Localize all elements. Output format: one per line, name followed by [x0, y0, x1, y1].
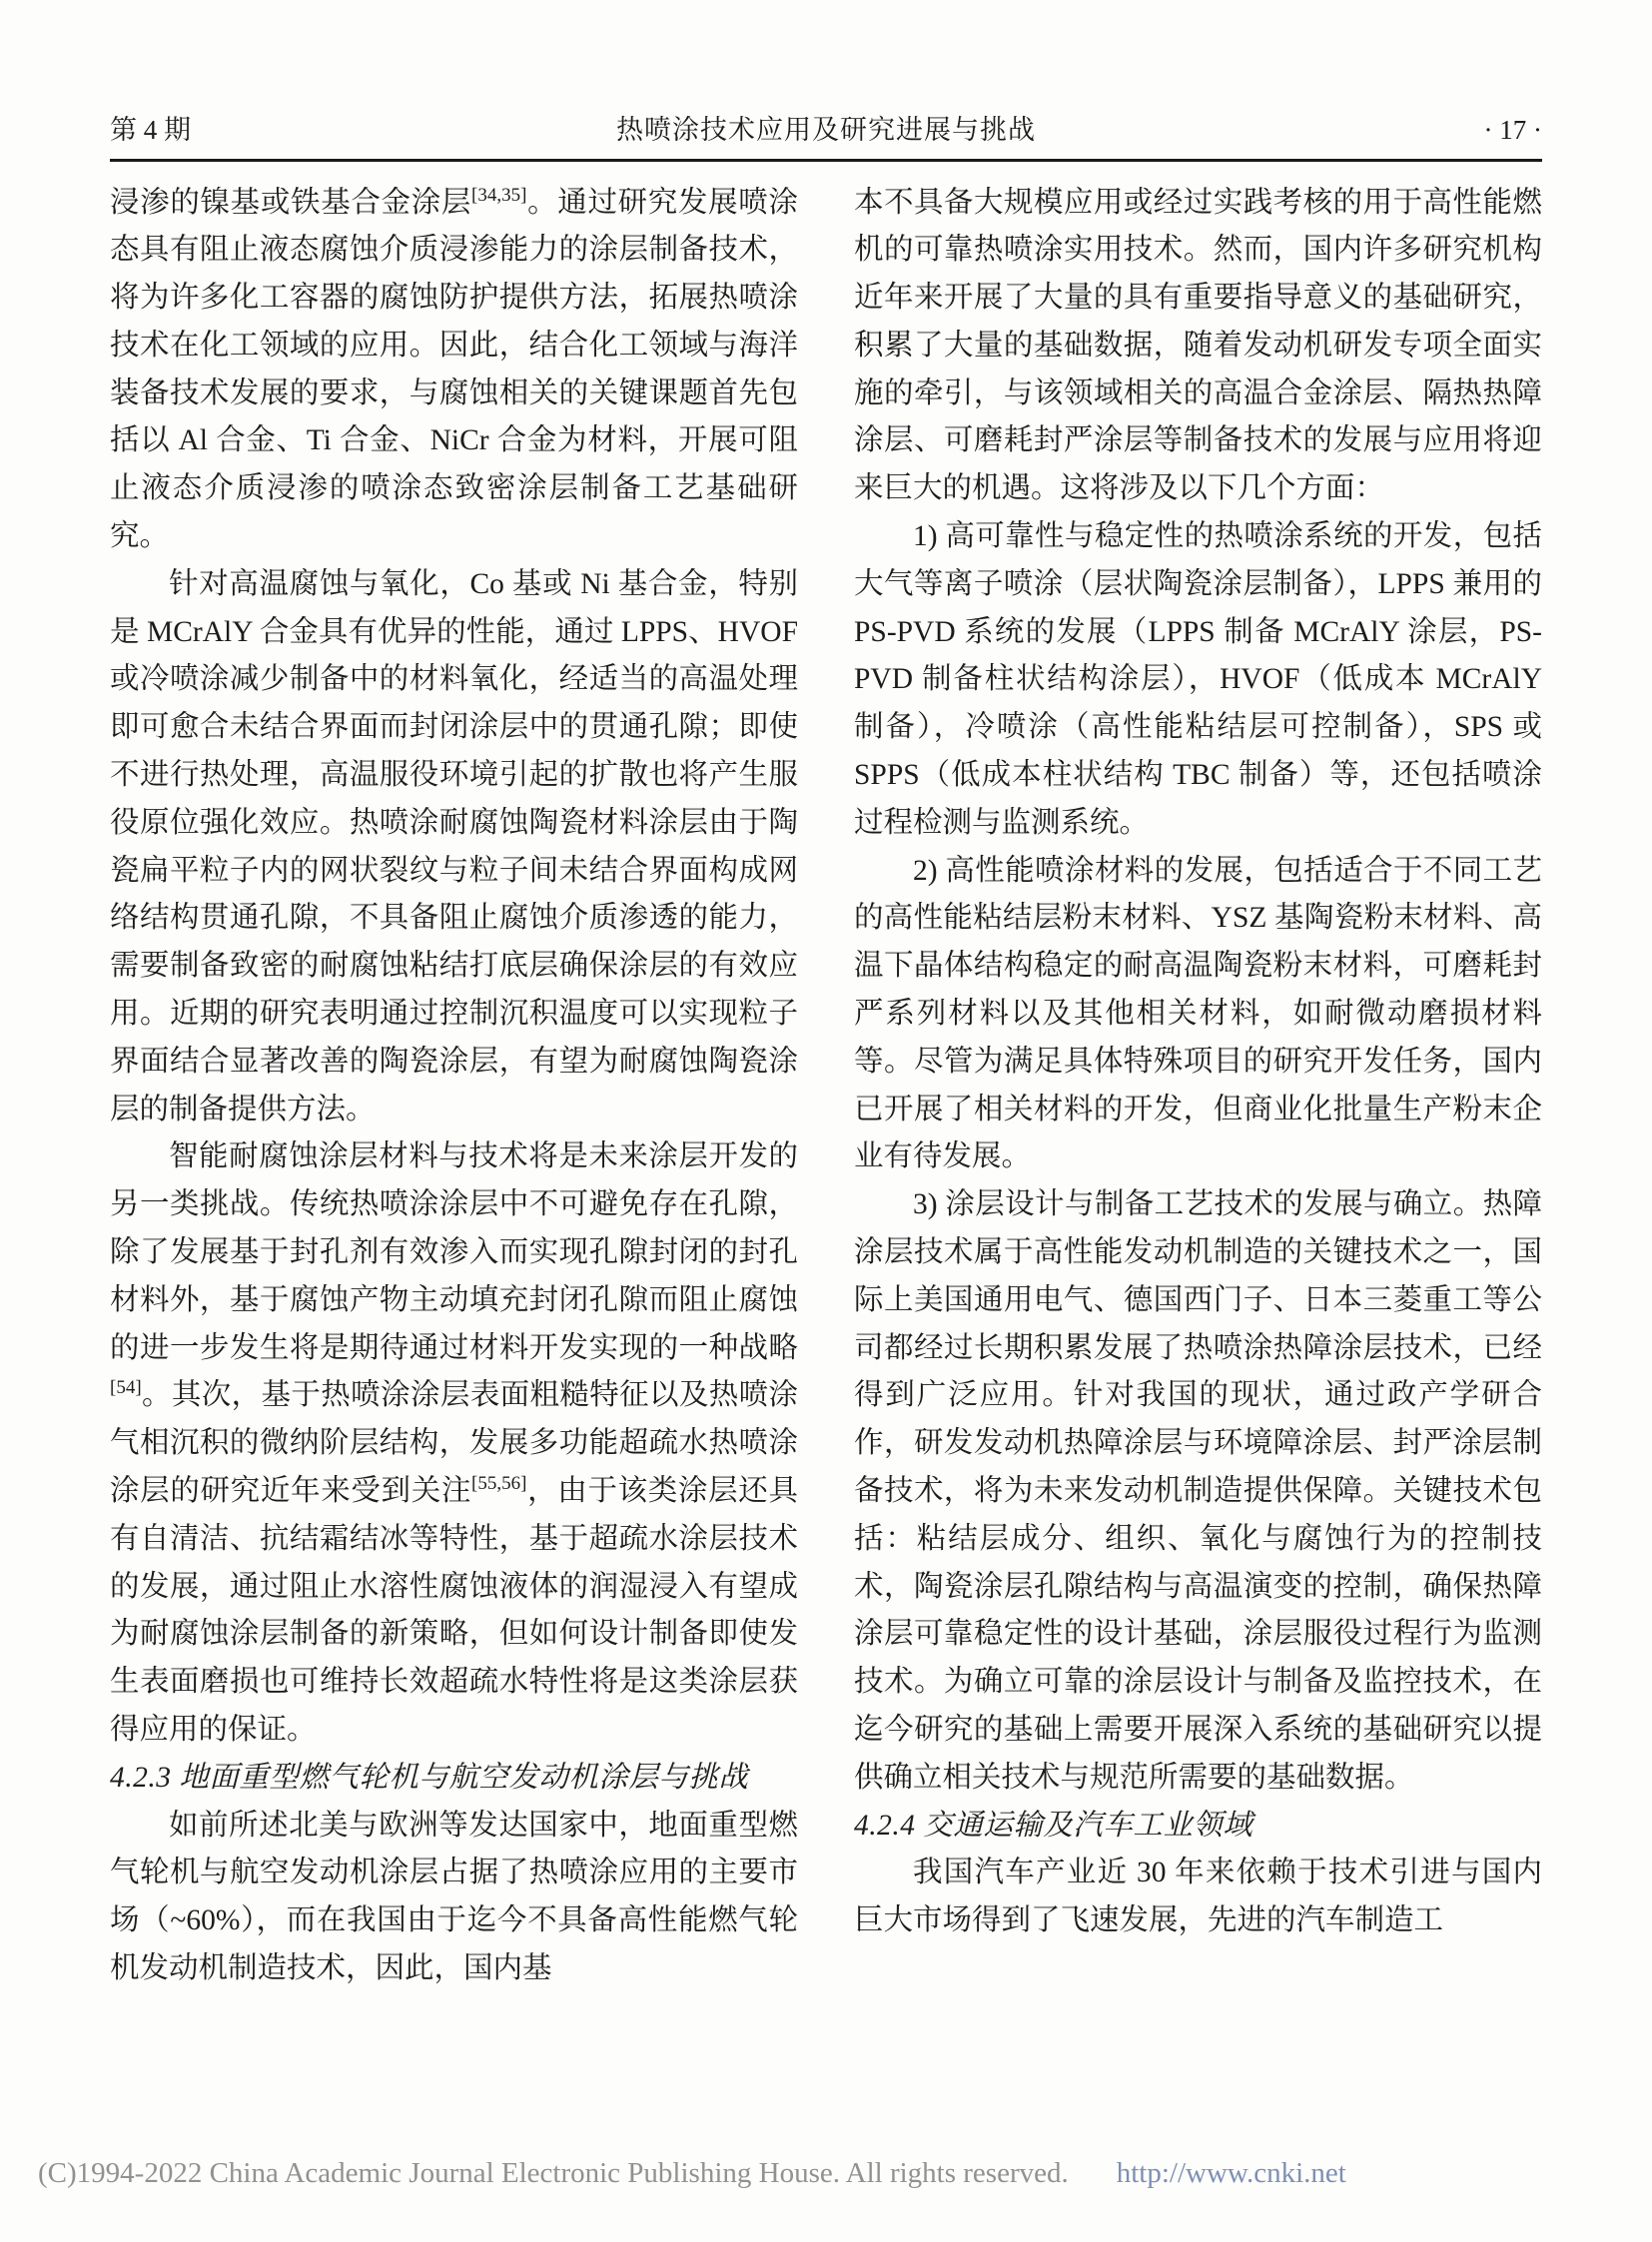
- paragraph-text: 1) 高可靠性与稳定性的热喷涂系统的开发，包括大气等离子喷涂（层状陶瓷涂层制备），LPPS 兼用的 PS-PVD 系统的发展（LPPS 制备 MCrAlY 涂层，PS-PVD 制备柱状结构涂层），HVOF（低成本 MCrAlY 制备），冷喷涂（高性能粘结层可控制备），SPS 或 SPPS（低成本柱状结构 TBC 制备）等，还包括喷涂过程检测与监测系统。: [854, 520, 1542, 839]
- page-footer: [38, 2157, 1592, 2190]
- paragraph-text: 4.2.3 地面重型燃气轮机与航空发动机涂层与挑战: [110, 1761, 749, 1794]
- issue-label: 第 4 期: [110, 115, 191, 145]
- paragraph: [110, 1803, 798, 1993]
- citation-ref: [55,56]: [471, 1473, 527, 1495]
- paragraph: [110, 180, 798, 561]
- section-heading: [854, 1803, 1542, 1851]
- paragraph-text: 3) 涂层设计与制备工艺技术的发展与确立。热障涂层技术属于高性能发动机制造的关键技术之一，国际上美国通用电气、德国西门子、日本三菱重工等公司都经过长期积累发展了热喷涂热障涂层技术，已经得到广泛应用。针对我国的现状，通过政产学研合作，研发发动机热障涂层与环境障涂层、封严涂层制备技术，将为未来发动机制造提供保障。关键技术包括：粘结层成分、组织、氧化与腐蚀行为的控制技术，陶瓷涂层孔隙结构与高温演变的控制，确保热障涂层可靠稳定性的设计基础，涂层服役过程行为监测技术。为确立可靠的涂层设计与制备及监控技术，在迄今研究的基础上需要开展深入系统的基础研究以提供确立相关技术与规范所需要的基础数据。: [854, 1188, 1542, 1794]
- paragraph-text: 。其次，基于热喷涂涂层表面粗糙特征以及热喷涂气相沉积的微纳阶层结构，发展多功能超疏水热喷涂涂层的研究近年来受到关注: [110, 1379, 798, 1508]
- citation-ref: [34,35]: [471, 184, 527, 206]
- paragraph: [110, 1133, 798, 1754]
- paragraph: [854, 180, 1542, 514]
- cnki-url-link[interactable]: http://www.cnki.net: [1116, 2157, 1346, 2189]
- paragraph: [854, 1181, 1542, 1802]
- paragraph: [854, 1850, 1542, 1945]
- right-column: [854, 180, 1542, 2107]
- paragraph-text: 针对高温腐蚀与氧化，Co 基或 Ni 基合金，特别是 MCrAlY 合金具有优异的性能，通过 LPPS、HVOF 或冷喷涂减少制备中的材料氧化，经适当的高温处理即可愈合未结合界面而封闭涂层中的贯通孔隙；即使不进行热处理，高温服役环境引起的扩散也将产生服役原位强化效应。热喷涂耐腐蚀陶瓷材料涂层由于陶瓷扁平粒子内的网状裂纹与粒子间未结合界面构成网络结构贯通孔隙，不具备阻止腐蚀介质渗透的能力，需要制备致密的耐腐蚀粘结打底层确保涂层的有效应用。近期的研究表明通过控制沉积温度可以实现粒子界面结合显著改善的陶瓷涂层，有望为耐腐蚀陶瓷涂层的制备提供方法。: [110, 567, 798, 1125]
- paragraph-text: ，由于该类涂层还具有自清洁、抗结霜结冰等特性，基于超疏水涂层技术的发展，通过阻止水溶性腐蚀液体的润湿浸入有望成为耐腐蚀涂层制备的新策略，但如何设计制备即使发生表面磨损也可维持长效超疏水特性将是这类涂层获得应用的保证。: [110, 1475, 798, 1746]
- page-number: · 17 ·: [1483, 115, 1542, 145]
- header-rule: [110, 159, 1542, 162]
- page-header: [110, 0, 1542, 147]
- paragraph: [854, 848, 1542, 1182]
- running-title: 热喷涂技术应用及研究进展与挑战: [616, 115, 1036, 145]
- paragraph-text: 本不具备大规模应用或经过实践考核的用于高性能燃机的可靠热喷涂实用技术。然而，国内许多研究机构近年来开展了大量的具有重要指导意义的基础研究，积累了大量的基础数据，随着发动机研发专项全面实施的牵引，与该领域相关的高温合金涂层、隔热热障涂层、可磨耗封严涂层等制备技术的发展与应用将迎来巨大的机遇。这将涉及以下几个方面：: [854, 186, 1542, 505]
- citation-ref: [54]: [110, 1377, 142, 1399]
- paragraph: [854, 513, 1542, 848]
- paragraph-text: 我国汽车产业近 30 年来依赖于技术引进与国内巨大市场得到了飞速发展，先进的汽车制造工: [854, 1857, 1542, 1937]
- section-heading: [110, 1755, 798, 1803]
- paragraph-text: 如前所述北美与欧洲等发达国家中，地面重型燃气轮机与航空发动机涂层占据了热喷涂应用的主要市场（~60%），而在我国由于迄今不具备高性能燃气轮机发动机制造技术，因此，国内基: [110, 1809, 798, 1984]
- left-column: [110, 180, 798, 2107]
- paragraph-text: 4.2.4 交通运输及汽车工业领域: [854, 1809, 1253, 1842]
- copyright-text: (C)1994-2022 China Academic Journal Electronic Publishing House. All rights reserved.: [38, 2157, 1069, 2189]
- paragraph-text: 智能耐腐蚀涂层材料与技术将是未来涂层开发的另一类挑战。传统热喷涂涂层中不可避免存在孔隙，除了发展基于封孔剂有效渗入而实现孔隙封闭的封孔材料外，基于腐蚀产物主动填充封闭孔隙而阻止腐蚀的进一步发生将是期待通过材料开发实现的一种战略: [110, 1140, 798, 1364]
- paragraph-text: 浸渗的镍基或铁基合金涂层: [110, 186, 472, 219]
- paragraph-text: 。通过研究发展喷涂态具有阻止液态腐蚀介质浸渗能力的涂层制备技术，将为许多化工容器的腐蚀防护提供方法，拓展热喷涂技术在化工领域的应用。因此，结合化工领域与海洋装备技术发展的要求，与腐蚀相关的关键课题首先包括以 Al 合金、Ti 合金、NiCr 合金为材料，开展可阻止液态介质浸渗的喷涂态致密涂层制备工艺基础研究。: [110, 186, 798, 553]
- paragraph: [110, 561, 798, 1134]
- article-body: [110, 180, 1542, 2107]
- paragraph-text: 2) 高性能喷涂材料的发展，包括适合于不同工艺的高性能粘结层粉末材料、YSZ 基陶瓷粉末材料、高温下晶体结构稳定的耐高温陶瓷粉末材料，可磨耗封严系列材料以及其他相关材料，如耐微动磨损材料等。尽管为满足具体特殊项目的研究开发任务，国内已开展了相关材料的开发，但商业化批量生产粉末企业有待发展。: [854, 854, 1542, 1173]
